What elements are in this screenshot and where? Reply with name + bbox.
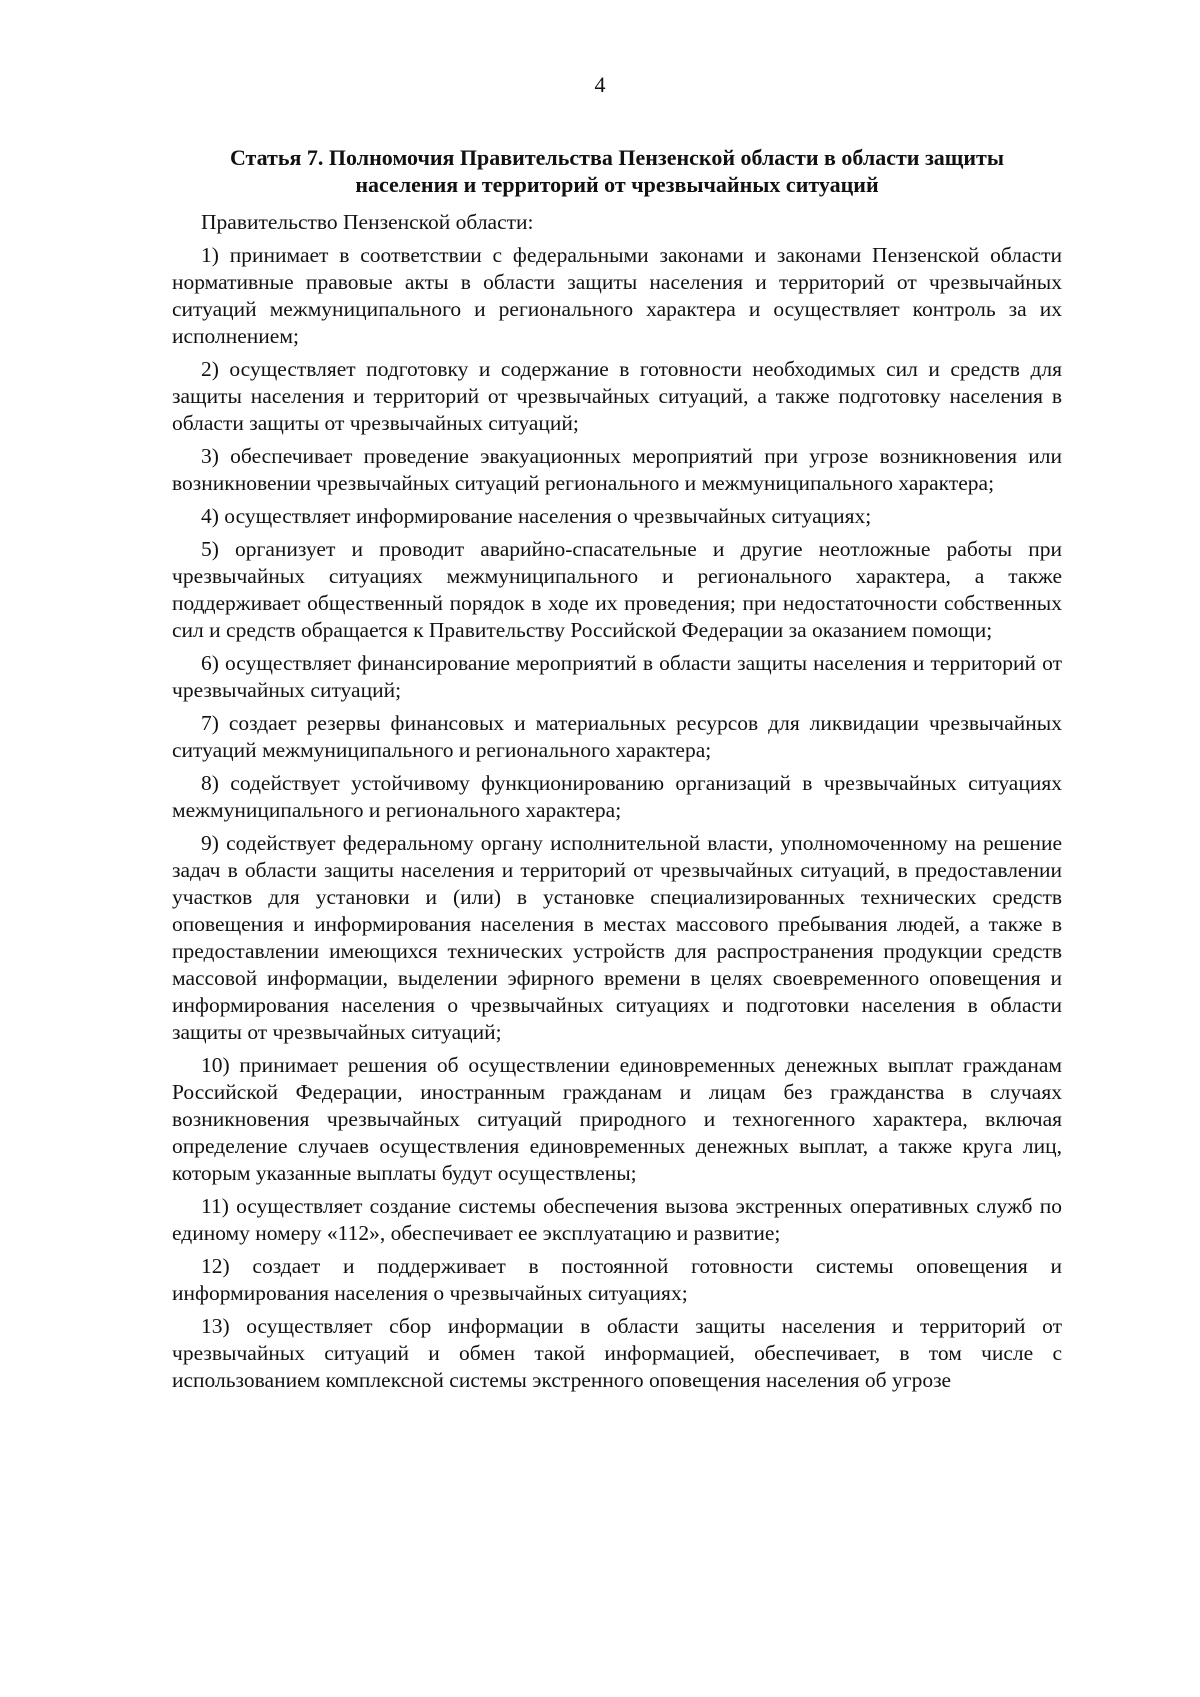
list-item-3: 3) обеспечивает проведение эвакуационных мероприятий при угрозе возникновения или возникновении чрезвычайных ситуаций регионального и межмуниципального характера; [172,444,1062,495]
article-heading [172,144,1062,198]
article-body [172,209,1062,1400]
list-item-10: 10) принимает решения об осуществлении единовременных денежных выплат гражданам Российской Федерации, иностранным гражданам и лицам без гражданства в случаях возникновения чрезвычайных ситуаций природного и техногенного характера, включая определение случаев осуществления единовременных денежных выплат, а также круга лиц, которым указанные выплаты будут осуществлены; [172,1053,1062,1185]
list-item-12: 12) создает и поддерживает в постоянной готовности системы оповещения и информирования населения о чрезвычайных ситуациях; [172,1254,1062,1305]
list-item-2: 2) осуществляет подготовку и содержание в готовности необходимых сил и средств для защиты населения и территорий от чрезвычайных ситуаций, а также подготовку населения в области защиты от чрезвычайных ситуаций; [172,357,1062,435]
page-number: 4 [594,72,606,97]
article-title-line-1: Статья 7. Полномочия Правительства Пензенской области в области защиты [229,145,1005,170]
list-item-11: 11) осуществляет создание системы обеспечения вызова экстренных оперативных служб по единому номеру «112», обеспечивает ее эксплуатацию и развитие; [172,1194,1062,1245]
list-item-8: 8) содействует устойчивому функционированию организаций в чрезвычайных ситуациях межмуниципального и регионального характера; [172,771,1062,822]
list-item-7: 7) создает резервы финансовых и материальных ресурсов для ликвидации чрезвычайных ситуаций межмуниципального и регионального характера; [172,711,1062,762]
list-item-9: 9) содействует федеральному органу исполнительной власти, уполномоченному на решение задач в области защиты населения и территорий от чрезвычайных ситуаций, в предоставлении участков для установки и (или) в установке специализированных технических средств оповещения и информирования населения в местах массового пребывания людей, а также в предоставлении имеющихся технических устройств для распространения продукции средств массовой информации, выделении эфирного времени в целях своевременного оповещения и информирования населения о чрезвычайных ситуациях и подготовки населения в области защиты от чрезвычайных ситуаций; [172,831,1062,1044]
list-item-6: 6) осуществляет финансирование мероприятий в области защиты населения и территорий от чрезвычайных ситуаций; [172,651,1062,702]
article-title-line-2: населения и территорий от чрезвычайных ситуаций [355,172,879,197]
list-item-1: 1) принимает в соответствии с федеральными законами и законами Пензенской области нормативные правовые акты в области защиты населения и территорий от чрезвычайных ситуаций межмуниципального и регионального характера и осуществляет контроль за их исполнением; [172,243,1062,348]
list-item-5: 5) организует и проводит аварийно-спасательные и другие неотложные работы при чрезвычайных ситуациях межмуниципального и регионального характера, а также поддерживает общественный порядок в ходе их проведения; при недостаточности собственных сил и средств обращается к Правительству Российской Федерации за оказанием помощи; [172,537,1062,642]
intro-paragraph: Правительство Пензенской области: [201,210,534,234]
list-item-4: 4) осуществляет информирование населения о чрезвычайных ситуациях; [201,504,872,528]
list-item-13: 13) осуществляет сбор информации в области защиты населения и территорий от чрезвычайных ситуаций и обмен такой информацией, обеспечивает, в том числе с использованием комплексной системы экстренного оповещения населения об угрозе [172,1314,1062,1392]
